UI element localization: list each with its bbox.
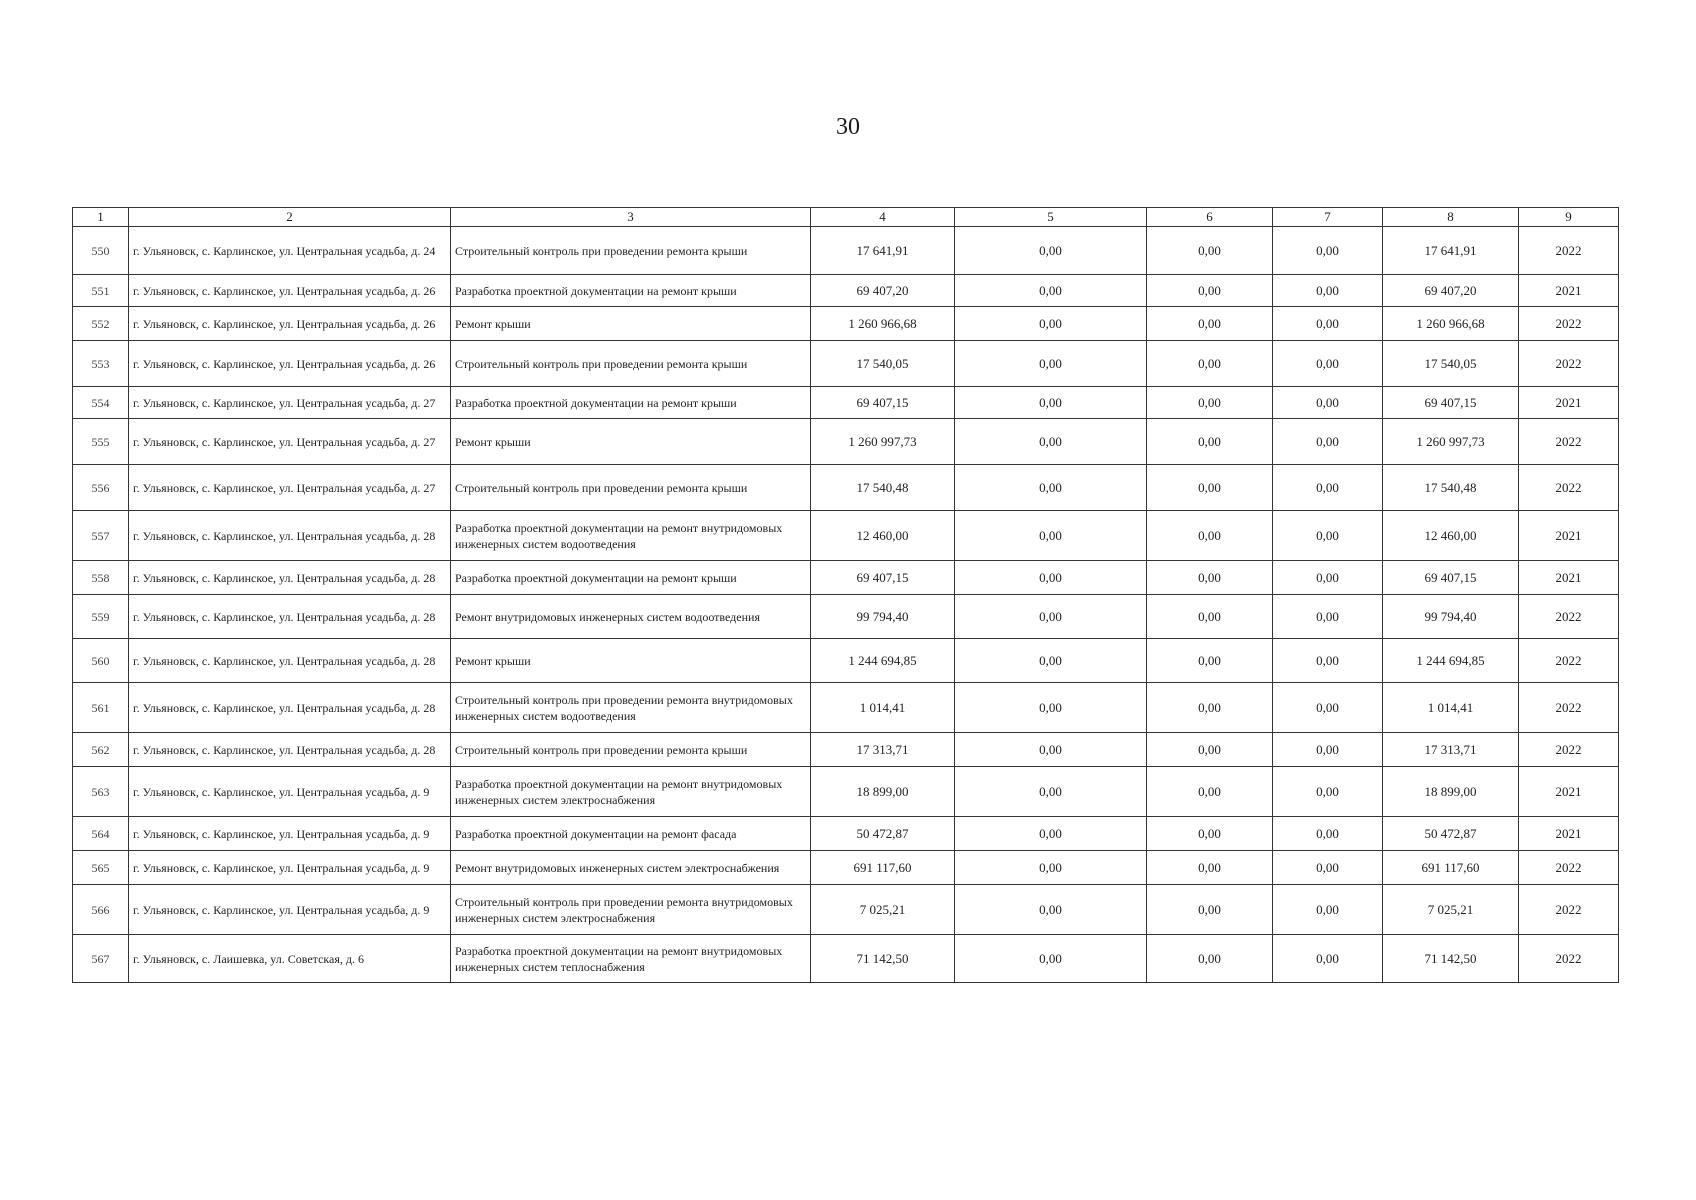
address-cell: г. Ульяновск, с. Карлинское, ул. Центральная усадьба, д. 9	[129, 817, 451, 851]
work-type-cell: Строительный контроль при проведении ремонта крыши	[451, 227, 811, 275]
column-4-value-cell: 17 540,48	[811, 465, 955, 511]
address-cell: г. Ульяновск, с. Карлинское, ул. Центральная усадьба, д. 9	[129, 767, 451, 817]
work-type-cell: Разработка проектной документации на ремонт внутридомовых инженерных систем теплоснабжения	[451, 935, 811, 983]
column-number-5: 5	[955, 208, 1147, 227]
column-4-value-cell: 18 899,00	[811, 767, 955, 817]
column-5-value-cell: 0,00	[955, 885, 1147, 935]
column-7-value-cell: 0,00	[1273, 683, 1383, 733]
column-7-value-cell: 0,00	[1273, 767, 1383, 817]
row-number-cell: 552	[73, 307, 129, 341]
column-5-value-cell: 0,00	[955, 935, 1147, 983]
column-6-value-cell: 0,00	[1147, 817, 1273, 851]
column-4-value-cell: 1 260 997,73	[811, 419, 955, 465]
address-cell: г. Ульяновск, с. Карлинское, ул. Центральная усадьба, д. 9	[129, 885, 451, 935]
column-7-value-cell: 0,00	[1273, 307, 1383, 341]
table-row	[73, 561, 1619, 595]
year-cell: 2021	[1519, 561, 1619, 595]
address-cell: г. Ульяновск, с. Карлинское, ул. Центральная усадьба, д. 26	[129, 275, 451, 307]
column-5-value-cell: 0,00	[955, 307, 1147, 341]
column-5-value-cell: 0,00	[955, 511, 1147, 561]
column-8-value-cell: 71 142,50	[1383, 935, 1519, 983]
table-row	[73, 419, 1619, 465]
address-cell: г. Ульяновск, с. Карлинское, ул. Центральная усадьба, д. 26	[129, 307, 451, 341]
year-cell: 2022	[1519, 227, 1619, 275]
column-4-value-cell: 1 014,41	[811, 683, 955, 733]
table-row	[73, 683, 1619, 733]
address-cell: г. Ульяновск, с. Карлинское, ул. Центральная усадьба, д. 27	[129, 419, 451, 465]
work-type-cell: Разработка проектной документации на ремонт крыши	[451, 387, 811, 419]
column-number-1: 1	[73, 208, 129, 227]
row-number-cell: 550	[73, 227, 129, 275]
table-row	[73, 227, 1619, 275]
column-7-value-cell: 0,00	[1273, 885, 1383, 935]
column-4-value-cell: 1 244 694,85	[811, 639, 955, 683]
column-7-value-cell: 0,00	[1273, 511, 1383, 561]
address-cell: г. Ульяновск, с. Карлинское, ул. Центральная усадьба, д. 28	[129, 639, 451, 683]
work-type-cell: Строительный контроль при проведении ремонта крыши	[451, 733, 811, 767]
column-8-value-cell: 17 313,71	[1383, 733, 1519, 767]
work-type-cell: Ремонт внутридомовых инженерных систем водоотведения	[451, 595, 811, 639]
column-6-value-cell: 0,00	[1147, 733, 1273, 767]
row-number-cell: 566	[73, 885, 129, 935]
column-7-value-cell: 0,00	[1273, 465, 1383, 511]
column-4-value-cell: 50 472,87	[811, 817, 955, 851]
table-body	[73, 227, 1619, 983]
column-5-value-cell: 0,00	[955, 465, 1147, 511]
year-cell: 2021	[1519, 275, 1619, 307]
column-5-value-cell: 0,00	[955, 817, 1147, 851]
year-cell: 2022	[1519, 419, 1619, 465]
row-number-cell: 556	[73, 465, 129, 511]
address-cell: г. Ульяновск, с. Карлинское, ул. Центральная усадьба, д. 28	[129, 683, 451, 733]
column-5-value-cell: 0,00	[955, 275, 1147, 307]
column-5-value-cell: 0,00	[955, 561, 1147, 595]
work-type-cell: Ремонт крыши	[451, 419, 811, 465]
table-row	[73, 511, 1619, 561]
page-number: 30	[836, 114, 860, 140]
year-cell: 2022	[1519, 935, 1619, 983]
column-6-value-cell: 0,00	[1147, 595, 1273, 639]
year-cell: 2022	[1519, 465, 1619, 511]
row-number-cell: 553	[73, 341, 129, 387]
row-number-cell: 557	[73, 511, 129, 561]
address-cell: г. Ульяновск, с. Карлинское, ул. Центральная усадьба, д. 28	[129, 561, 451, 595]
column-4-value-cell: 17 540,05	[811, 341, 955, 387]
work-type-cell: Разработка проектной документации на ремонт крыши	[451, 275, 811, 307]
work-type-cell: Разработка проектной документации на ремонт внутридомовых инженерных систем водоотведения	[451, 511, 811, 561]
table-row	[73, 275, 1619, 307]
column-6-value-cell: 0,00	[1147, 307, 1273, 341]
column-6-value-cell: 0,00	[1147, 885, 1273, 935]
column-8-value-cell: 1 244 694,85	[1383, 639, 1519, 683]
column-8-value-cell: 99 794,40	[1383, 595, 1519, 639]
column-4-value-cell: 69 407,15	[811, 387, 955, 419]
column-number-7: 7	[1273, 208, 1383, 227]
table-row	[73, 639, 1619, 683]
year-cell: 2022	[1519, 885, 1619, 935]
column-8-value-cell: 69 407,15	[1383, 387, 1519, 419]
year-cell: 2021	[1519, 511, 1619, 561]
column-4-value-cell: 1 260 966,68	[811, 307, 955, 341]
column-6-value-cell: 0,00	[1147, 465, 1273, 511]
column-4-value-cell: 12 460,00	[811, 511, 955, 561]
column-8-value-cell: 18 899,00	[1383, 767, 1519, 817]
column-7-value-cell: 0,00	[1273, 387, 1383, 419]
column-6-value-cell: 0,00	[1147, 227, 1273, 275]
work-type-cell: Разработка проектной документации на ремонт внутридомовых инженерных систем электроснабжения	[451, 767, 811, 817]
column-5-value-cell: 0,00	[955, 767, 1147, 817]
row-number-cell: 563	[73, 767, 129, 817]
column-4-value-cell: 71 142,50	[811, 935, 955, 983]
column-8-value-cell: 17 540,05	[1383, 341, 1519, 387]
year-cell: 2021	[1519, 817, 1619, 851]
address-cell: г. Ульяновск, с. Карлинское, ул. Центральная усадьба, д. 28	[129, 595, 451, 639]
table-row	[73, 935, 1619, 983]
column-7-value-cell: 0,00	[1273, 561, 1383, 595]
address-cell: г. Ульяновск, с. Карлинское, ул. Центральная усадьба, д. 27	[129, 387, 451, 419]
column-5-value-cell: 0,00	[955, 639, 1147, 683]
address-cell: г. Ульяновск, с. Лаишевка, ул. Советская, д. 6	[129, 935, 451, 983]
year-cell: 2021	[1519, 767, 1619, 817]
work-type-cell: Разработка проектной документации на ремонт крыши	[451, 561, 811, 595]
column-4-value-cell: 691 117,60	[811, 851, 955, 885]
column-7-value-cell: 0,00	[1273, 595, 1383, 639]
column-4-value-cell: 69 407,15	[811, 561, 955, 595]
work-type-cell: Ремонт крыши	[451, 639, 811, 683]
column-4-value-cell: 17 641,91	[811, 227, 955, 275]
column-5-value-cell: 0,00	[955, 387, 1147, 419]
column-4-value-cell: 69 407,20	[811, 275, 955, 307]
row-number-cell: 567	[73, 935, 129, 983]
address-cell: г. Ульяновск, с. Карлинское, ул. Центральная усадьба, д. 9	[129, 851, 451, 885]
year-cell: 2022	[1519, 683, 1619, 733]
column-number-8: 8	[1383, 208, 1519, 227]
row-number-cell: 555	[73, 419, 129, 465]
column-6-value-cell: 0,00	[1147, 387, 1273, 419]
column-8-value-cell: 17 540,48	[1383, 465, 1519, 511]
column-5-value-cell: 0,00	[955, 683, 1147, 733]
work-type-cell: Ремонт внутридомовых инженерных систем электроснабжения	[451, 851, 811, 885]
table-row	[73, 767, 1619, 817]
column-6-value-cell: 0,00	[1147, 683, 1273, 733]
column-number-2: 2	[129, 208, 451, 227]
table-row	[73, 341, 1619, 387]
year-cell: 2022	[1519, 341, 1619, 387]
work-type-cell: Строительный контроль при проведении ремонта внутридомовых инженерных систем водоотведения	[451, 683, 811, 733]
capital-repair-table	[72, 207, 1619, 983]
column-6-value-cell: 0,00	[1147, 275, 1273, 307]
column-4-value-cell: 99 794,40	[811, 595, 955, 639]
column-6-value-cell: 0,00	[1147, 851, 1273, 885]
column-7-value-cell: 0,00	[1273, 419, 1383, 465]
register-table-container	[72, 207, 1618, 983]
work-type-cell: Строительный контроль при проведении ремонта крыши	[451, 465, 811, 511]
address-cell: г. Ульяновск, с. Карлинское, ул. Центральная усадьба, д. 28	[129, 733, 451, 767]
column-8-value-cell: 50 472,87	[1383, 817, 1519, 851]
table-row	[73, 307, 1619, 341]
column-6-value-cell: 0,00	[1147, 561, 1273, 595]
column-7-value-cell: 0,00	[1273, 275, 1383, 307]
year-cell: 2022	[1519, 639, 1619, 683]
column-number-header-row	[73, 208, 1619, 227]
column-number-4: 4	[811, 208, 955, 227]
column-7-value-cell: 0,00	[1273, 935, 1383, 983]
row-number-cell: 551	[73, 275, 129, 307]
column-7-value-cell: 0,00	[1273, 639, 1383, 683]
column-8-value-cell: 12 460,00	[1383, 511, 1519, 561]
row-number-cell: 561	[73, 683, 129, 733]
column-8-value-cell: 691 117,60	[1383, 851, 1519, 885]
work-type-cell: Ремонт крыши	[451, 307, 811, 341]
address-cell: г. Ульяновск, с. Карлинское, ул. Центральная усадьба, д. 27	[129, 465, 451, 511]
address-cell: г. Ульяновск, с. Карлинское, ул. Центральная усадьба, д. 24	[129, 227, 451, 275]
table-row	[73, 885, 1619, 935]
column-7-value-cell: 0,00	[1273, 817, 1383, 851]
column-6-value-cell: 0,00	[1147, 341, 1273, 387]
table-row	[73, 387, 1619, 419]
column-number-3: 3	[451, 208, 811, 227]
column-5-value-cell: 0,00	[955, 227, 1147, 275]
column-6-value-cell: 0,00	[1147, 935, 1273, 983]
column-7-value-cell: 0,00	[1273, 851, 1383, 885]
row-number-cell: 565	[73, 851, 129, 885]
column-5-value-cell: 0,00	[955, 595, 1147, 639]
work-type-cell: Строительный контроль при проведении ремонта внутридомовых инженерных систем электроснабжения	[451, 885, 811, 935]
column-5-value-cell: 0,00	[955, 851, 1147, 885]
column-5-value-cell: 0,00	[955, 733, 1147, 767]
year-cell: 2022	[1519, 733, 1619, 767]
column-7-value-cell: 0,00	[1273, 733, 1383, 767]
column-8-value-cell: 7 025,21	[1383, 885, 1519, 935]
column-8-value-cell: 69 407,15	[1383, 561, 1519, 595]
column-8-value-cell: 69 407,20	[1383, 275, 1519, 307]
column-5-value-cell: 0,00	[955, 341, 1147, 387]
column-8-value-cell: 1 260 966,68	[1383, 307, 1519, 341]
column-4-value-cell: 7 025,21	[811, 885, 955, 935]
year-cell: 2021	[1519, 387, 1619, 419]
table-row	[73, 851, 1619, 885]
row-number-cell: 554	[73, 387, 129, 419]
column-8-value-cell: 1 260 997,73	[1383, 419, 1519, 465]
row-number-cell: 564	[73, 817, 129, 851]
column-number-9: 9	[1519, 208, 1619, 227]
column-6-value-cell: 0,00	[1147, 419, 1273, 465]
year-cell: 2022	[1519, 307, 1619, 341]
table-row	[73, 465, 1619, 511]
row-number-cell: 558	[73, 561, 129, 595]
row-number-cell: 562	[73, 733, 129, 767]
column-7-value-cell: 0,00	[1273, 227, 1383, 275]
column-4-value-cell: 17 313,71	[811, 733, 955, 767]
column-7-value-cell: 0,00	[1273, 341, 1383, 387]
column-number-6: 6	[1147, 208, 1273, 227]
column-6-value-cell: 0,00	[1147, 639, 1273, 683]
column-6-value-cell: 0,00	[1147, 767, 1273, 817]
address-cell: г. Ульяновск, с. Карлинское, ул. Центральная усадьба, д. 26	[129, 341, 451, 387]
column-6-value-cell: 0,00	[1147, 511, 1273, 561]
column-8-value-cell: 17 641,91	[1383, 227, 1519, 275]
table-row	[73, 595, 1619, 639]
address-cell: г. Ульяновск, с. Карлинское, ул. Центральная усадьба, д. 28	[129, 511, 451, 561]
column-5-value-cell: 0,00	[955, 419, 1147, 465]
work-type-cell: Разработка проектной документации на ремонт фасада	[451, 817, 811, 851]
row-number-cell: 559	[73, 595, 129, 639]
table-row	[73, 733, 1619, 767]
row-number-cell: 560	[73, 639, 129, 683]
year-cell: 2022	[1519, 595, 1619, 639]
column-8-value-cell: 1 014,41	[1383, 683, 1519, 733]
year-cell: 2022	[1519, 851, 1619, 885]
table-row	[73, 817, 1619, 851]
work-type-cell: Строительный контроль при проведении ремонта крыши	[451, 341, 811, 387]
